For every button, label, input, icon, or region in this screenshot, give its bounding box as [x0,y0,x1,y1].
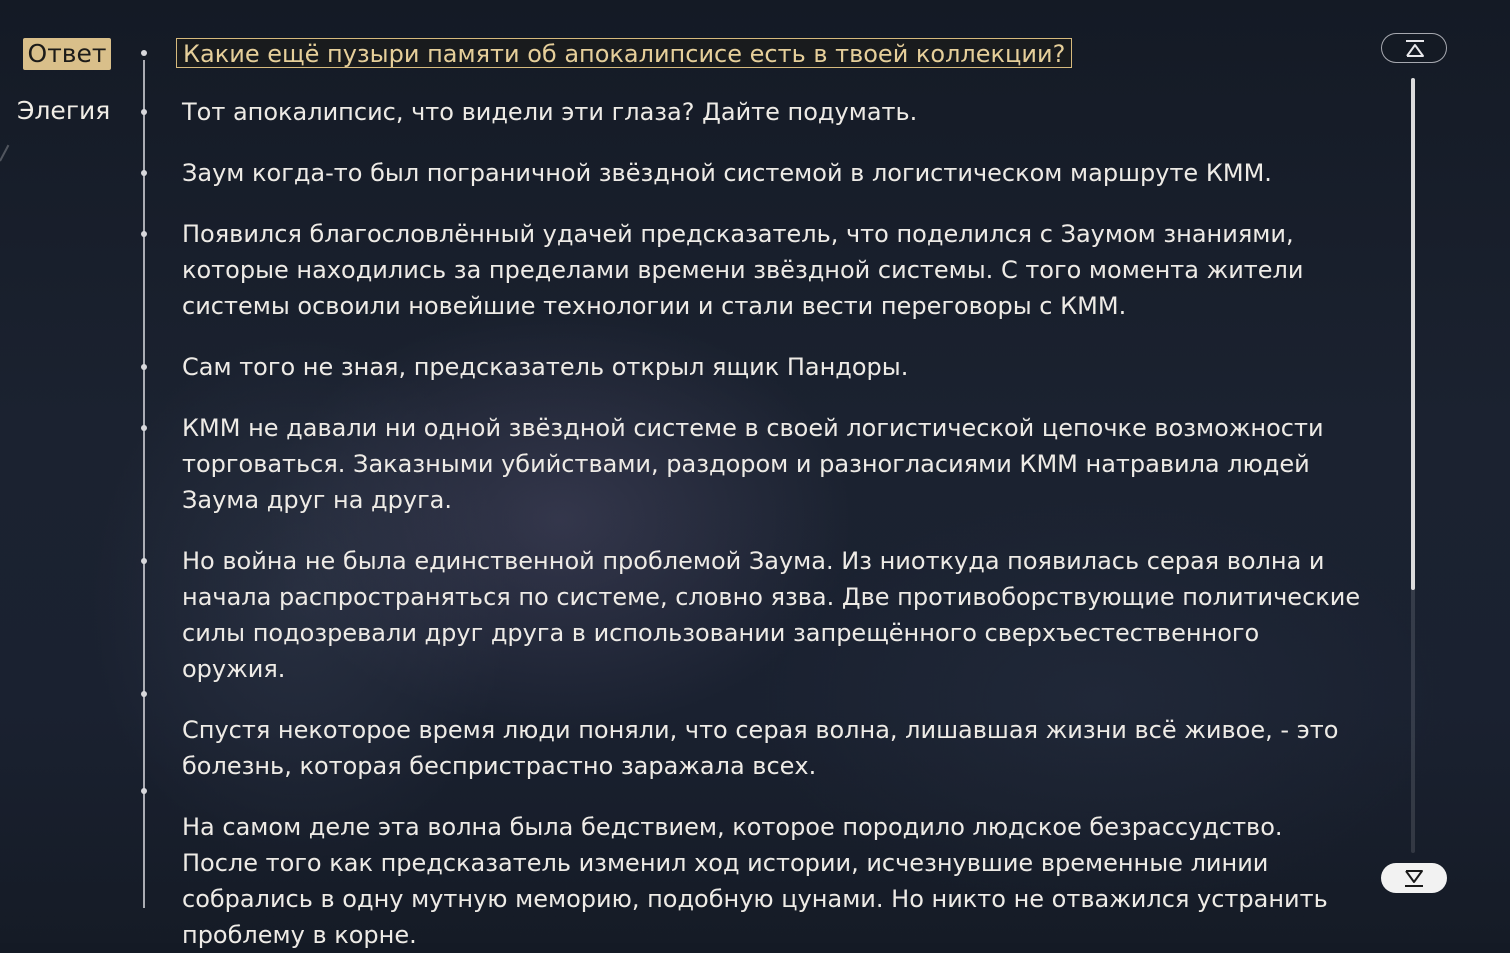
timeline-dot [141,109,147,115]
corner-decoration [0,145,9,162]
timeline-dot [141,425,147,431]
scroll-to-bottom-button[interactable] [1381,863,1447,893]
answer-paragraph: На самом деле эта волна была бедствием, которое породило людское безрассудство. После того как предсказатель изменил ход истории, исчезнувшие временные линии собрались в одну мутную меморию, подобную цунами. Но никто не отважился устранить проблему в корне. [182,813,1328,949]
player-question: Какие ещё пузыри памяти об апокалипсисе есть в твоей коллекции? [176,38,1072,68]
answer-paragraph: Спустя некоторое время люди поняли, что серая волна, лишавшая жизни всё живое, - это болезнь, которая беспристрастно заражала всех. [182,716,1339,780]
timeline-dot [141,364,147,370]
scroll-to-bottom-icon [1403,868,1425,888]
scrollbar-track[interactable] [1411,78,1415,853]
scroll-to-top-button[interactable] [1381,33,1447,63]
npc-speaker-name: Элегия [17,96,111,125]
answer-paragraph: КММ не давали ни одной звёздной системе в своей логистической цепочке возможности торговаться. Заказными убийствами, раздором и разногласиями КММ натравила людей Заума друг на друга. [182,414,1324,514]
scrollbar-thumb[interactable] [1411,78,1415,590]
timeline-dot [141,50,147,56]
timeline-dot [141,231,147,237]
answer-paragraph: Появился благословлённый удачей предсказатель, что поделился с Заумом знаниями, которые находились за пределами времени звёздной системы. С того момента жители системы освоили новейшие технологии и стали вести переговоры с КММ. [182,220,1304,320]
timeline-dot [141,788,147,794]
answer-paragraph: Заум когда-то был пограничной звёздной системой в логистическом маршруте КММ. [182,159,1272,187]
answer-text-block [182,94,1362,949]
dialogue-timeline [143,60,145,908]
answer-speaker-tag: Ответ [23,38,111,70]
scroll-to-top-icon [1404,39,1426,59]
timeline-dot [141,558,147,564]
answer-paragraph: Тот апокалипсис, что видели эти глаза? Дайте подумать. [182,98,918,126]
timeline-dot [141,691,147,697]
timeline-dot [141,170,147,176]
answer-paragraph: Сам того не зная, предсказатель открыл ящик Пандоры. [182,353,909,381]
answer-paragraph: Но война не была единственной проблемой Заума. Из ниоткуда появилась серая волна и начала распространяться по системе, словно язва. Две противоборствующие политические силы подозревали друг друга в использовании запрещённого сверхъестественного оружия. [182,547,1361,683]
